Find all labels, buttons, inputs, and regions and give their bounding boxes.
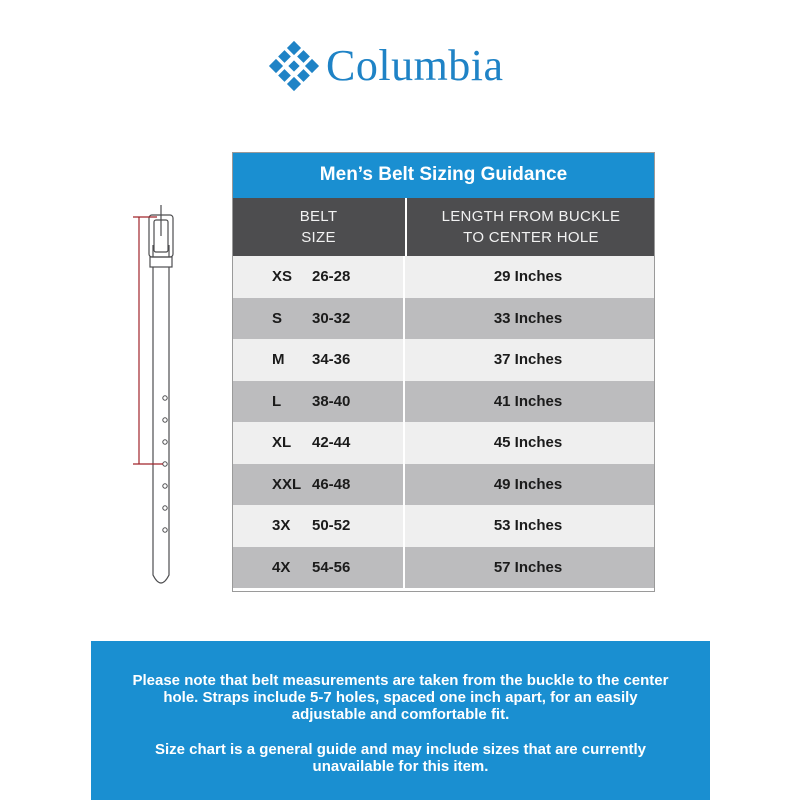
size-range: 50-52 (312, 517, 351, 535)
size-range: 46-48 (312, 475, 351, 493)
length-value: 53 Inches (493, 517, 563, 535)
size-range: 54-56 (312, 558, 351, 576)
table-row (232, 298, 655, 340)
table-row (232, 422, 655, 464)
belt-icon (125, 205, 195, 600)
size-label: XL (272, 434, 292, 452)
brand-name: Columbia (326, 41, 504, 90)
notice-paragraph-measurement: Please note that belt measurements are taken from the buckle to the center hole. Straps include 5-7 holes, spaced one inch apart, for an easily adjustable and comfortable fit. (132, 672, 669, 723)
size-label: 4X (272, 558, 291, 576)
size-range: 30-32 (312, 309, 351, 327)
length-value: 57 Inches (493, 558, 563, 576)
belt-size-table (232, 152, 655, 588)
table-header (232, 198, 655, 256)
length-value: 45 Inches (493, 434, 563, 452)
size-label: 3X (272, 517, 291, 535)
size-range: 26-28 (312, 268, 351, 286)
columbia-logo (268, 40, 504, 92)
table-row (232, 381, 655, 423)
table-row (232, 464, 655, 506)
size-label: XXL (272, 475, 302, 493)
header-length: LENGTH FROM BUCKLE TO CENTER HOLE (441, 208, 621, 246)
size-label: L (272, 392, 282, 410)
table-row (232, 256, 655, 298)
size-label: M (272, 351, 285, 369)
size-label: XS (272, 268, 293, 286)
size-range: 38-40 (312, 392, 351, 410)
size-label: S (272, 309, 283, 327)
table-row (232, 547, 655, 589)
measurement-line (133, 217, 163, 464)
length-value: 49 Inches (493, 475, 563, 493)
header-belt-size: BELT SIZE (232, 198, 407, 256)
table-row (232, 505, 655, 547)
table-title: Men’s Belt Sizing Guidance (232, 152, 655, 198)
columbia-diamond-icon (268, 40, 320, 92)
length-value: 29 Inches (493, 268, 563, 286)
table-row (232, 339, 655, 381)
length-value: 37 Inches (493, 351, 563, 369)
size-range: 42-44 (312, 434, 351, 452)
length-value: 41 Inches (493, 392, 563, 410)
length-value: 33 Inches (493, 309, 563, 327)
notice-paragraph-disclaimer: Size chart is a general guide and may include sizes that are currently unavailable for this item. (154, 741, 646, 775)
size-range: 34-36 (312, 351, 351, 369)
sizing-notice (91, 641, 710, 800)
